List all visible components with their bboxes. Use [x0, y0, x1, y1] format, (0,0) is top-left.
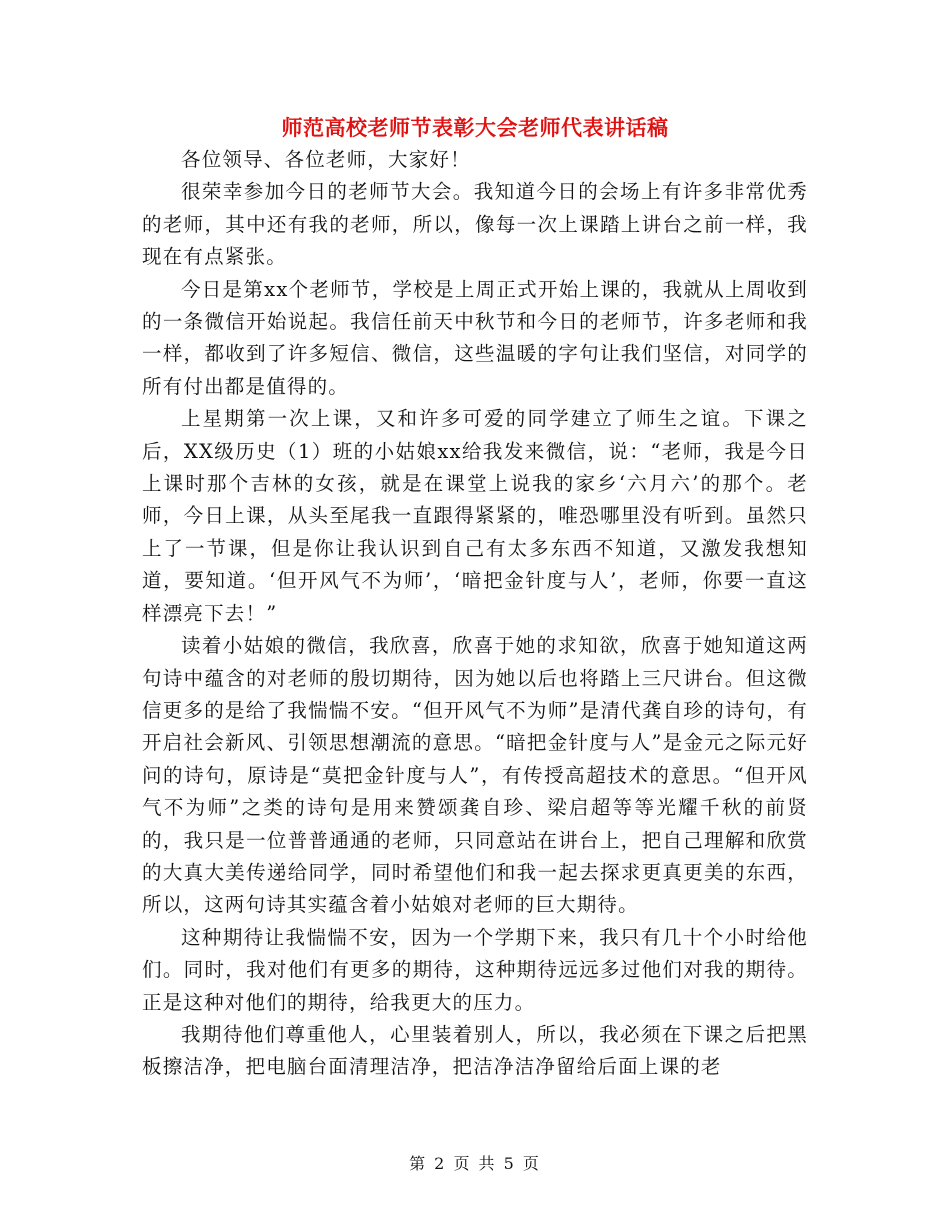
paragraph-greeting: 各位领导、各位老师，大家好！: [181, 148, 471, 171]
document-title: 师范高校老师节表彰大会老师代表讲话稿: [281, 115, 669, 140]
paragraph: 我期待他们尊重他人，心里装着别人，所以，我必须在下课之后把黑板擦洁净，把电脑台面清理洁净，把洁净洁净留给后面上课的老: [142, 1022, 808, 1079]
paragraph: 上星期第一次上课，又和许多可爱的同学建立了师生之谊。下课之后，XX级历史（1）班的小姑娘xx给我发来微信，说：“老师，我是今日上课时那个吉林的女孩，就是在课堂上说我的家乡‘六月六’的那个。老师，今日上课，从头至尾我一直跟得紧紧的，唯恐哪里没有听到。虽然只上了一节课，但是你让我认识到自己有太多东西不知道，又激发我想知道，要知道。‘但开风气不为师’，‘暗把金针度与人’，老师，你要一直这样漂亮下去！”: [142, 407, 808, 625]
paragraph: 读着小姑娘的微信，我欣喜，欣喜于她的求知欲，欣喜于她知道这两句诗中蕴含的对老师的殷切期待，因为她以后也将踏上三尺讲台。但这微信更多的是给了我惴惴不安。“但开风气不为师”是清代龚自珍的诗句，有开启社会新风、引领思想潮流的意思。“暗把金针度与人”是金元之际元好问的诗句，原诗是“莫把金针度与人”，有传授高超技术的意思。“但开风气不为师”之类的诗句是用来赞颂龚自珍、梁启超等等光耀千秋的前贤的，我只是一位普普通通的老师，只同意站在讲台上，把自己理解和欣赏的大真大美传递给同学，同时希望他们和我一起去探求更真更美的东西，所以，这两句诗其实蕴含着小姑娘对老师的巨大期待。: [142, 634, 808, 917]
paragraph: 这种期待让我惴惴不安，因为一个学期下来，我只有几十个小时给他们。同时，我对他们有更多的期待，这种期待远远多过他们对我的期待。正是这种对他们的期待，给我更大的压力。: [142, 925, 808, 1014]
page-number-footer: 第 2 页 共 5 页: [409, 1154, 541, 1173]
paragraph: 很荣幸参加今日的老师节大会。我知道今日的会场上有许多非常优秀的老师，其中还有我的老师，所以，像每一次上课踏上讲台之前一样，我现在有点紧张。: [142, 180, 808, 269]
document-body: [142, 144, 808, 1084]
paragraph: 今日是第xx个老师节，学校是上周正式开始上课的，我就从上周收到的一条微信开始说起。我信任前天中秋节和今日的老师节，许多老师和我一样，都收到了许多短信、微信，这些温暖的字句让我们坚信，对同学的所有付出都是值得的。: [142, 277, 808, 398]
